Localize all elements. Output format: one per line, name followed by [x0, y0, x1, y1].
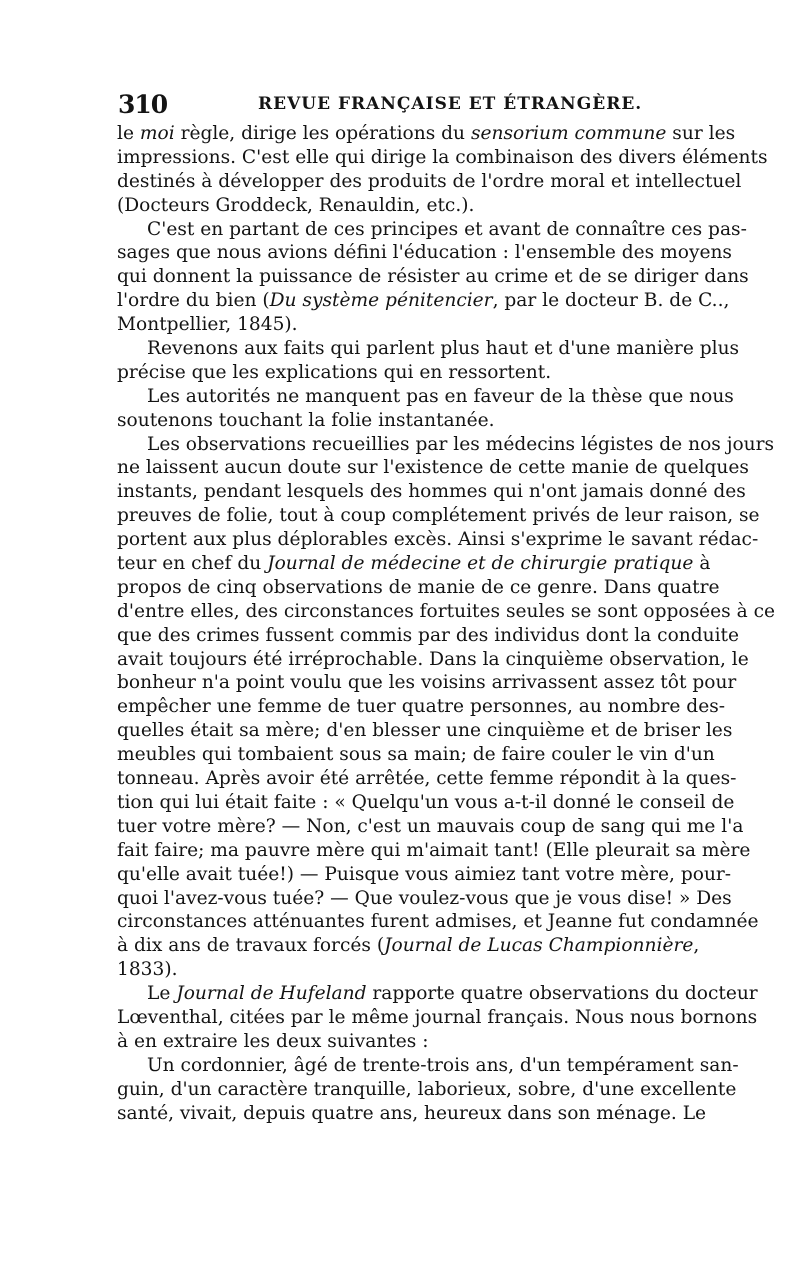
text-line: guin, d'un caractère tranquille, laborieux, sobre, d'une excellente: [117, 1078, 737, 1100]
text-line: tonneau. Après avoir été arrêtée, cette femme répondit à la ques-: [117, 768, 737, 790]
text-line: soutenons touchant la folie instantanée.: [117, 409, 495, 431]
text-line: tuer votre mère? — Non, c'est un mauvais coup de sang qui me l'a: [117, 815, 744, 837]
text-line: empêcher une femme de tuer quatre personnes, au nombre des-: [117, 696, 726, 718]
text-line: destinés à développer des produits de l'ordre moral et intellectuel: [117, 170, 742, 192]
running-title: REVUE FRANÇAISE ET ÉTRANGÈRE.: [258, 94, 643, 114]
text-line: tion qui lui était faite : « Quelqu'un vous a-t-il donné le conseil de: [117, 791, 735, 813]
page-header: [118, 90, 678, 120]
text-line: quelles était sa mère; d'en blesser une cinquième et de briser les: [117, 720, 733, 742]
text-line: précise que les explications qui en ressortent.: [117, 361, 552, 383]
text-line: bonheur n'a point voulu que les voisins arrivassent assez tôt pour: [117, 672, 737, 694]
page-number: 310: [118, 90, 168, 119]
text-line: quoi l'avez-vous tuée? — Que voulez-vous que je vous dise! » Des: [117, 887, 732, 909]
text-line: portent aux plus déplorables excès. Ainsi s'exprime le savant rédac-: [117, 529, 759, 551]
text-line: impressions. C'est elle qui dirige la combinaison des divers éléments: [117, 146, 768, 168]
text-line: instants, pendant lesquels des hommes qui n'ont jamais donné des: [117, 481, 746, 503]
text-line: d'entre elles, des circonstances fortuites seules se sont opposées à ce: [117, 600, 776, 622]
text-line: le moi règle, dirige les opérations du sensorium commune sur les: [117, 123, 736, 144]
text-line: l'ordre du bien (Du système pénitencier, par le docteur B. de C..,: [117, 290, 730, 312]
text-line: 1833).: [117, 959, 178, 981]
text-line: Lœventhal, citées par le même journal français. Nous nous bornons: [117, 1006, 758, 1028]
text-line: C'est en partant de ces principes et avant de connaître ces pas-: [147, 218, 747, 240]
text-line: Les autorités ne manquent pas en faveur de la thèse que nous: [147, 385, 734, 407]
text-line: que des crimes fussent commis par des individus dont la conduite: [117, 624, 740, 646]
text-line: teur en chef du Journal de médecine et de chirurgie pratique à: [117, 553, 711, 575]
text-line: santé, vivait, depuis quatre ans, heureux dans son ménage. Le: [117, 1102, 707, 1124]
body-text: [117, 122, 776, 1125]
text-line: meubles qui tombaient sous sa main; de faire couler le vin d'un: [117, 744, 715, 766]
text-line: ne laissent aucun doute sur l'existence de cette manie de quelques: [117, 457, 749, 479]
text-line: (Docteurs Groddeck, Renauldin, etc.).: [117, 194, 475, 216]
text-line: fait faire; ma pauvre mère qui m'aimait tant! (Elle pleurait sa mère: [117, 839, 751, 861]
text-line: qu'elle avait tuée!) — Puisque vous aimiez tant votre mère, pour-: [117, 863, 732, 885]
text-line: Les observations recueillies par les médecins légistes de nos jours: [147, 433, 775, 455]
text-line: à en extraire les deux suivantes :: [117, 1030, 429, 1052]
text-line: preuves de folie, tout à coup complétement privés de leur raison, se: [117, 505, 760, 527]
text-line: sages que nous avions défini l'éducation : l'ensemble des moyens: [117, 242, 732, 264]
text-line: qui donnent la puissance de résister au crime et de se diriger dans: [117, 266, 749, 288]
text-line: Revenons aux faits qui parlent plus haut et d'une manière plus: [147, 338, 740, 360]
text-line: propos de cinq observations de manie de ce genre. Dans quatre: [117, 576, 720, 598]
text-line: à dix ans de travaux forcés (Journal de Lucas Championnière,: [117, 935, 700, 957]
text-line: Le Journal de Hufeland rapporte quatre observations du docteur: [147, 983, 758, 1005]
text-line: avait toujours été irréprochable. Dans la cinquième observation, le: [117, 648, 749, 670]
text-line: circonstances atténuantes furent admises, et Jeanne fut condamnée: [117, 911, 759, 933]
text-line: Un cordonnier, âgé de trente-trois ans, d'un tempérament san-: [147, 1054, 739, 1076]
text-line: Montpellier, 1845).: [117, 314, 298, 336]
